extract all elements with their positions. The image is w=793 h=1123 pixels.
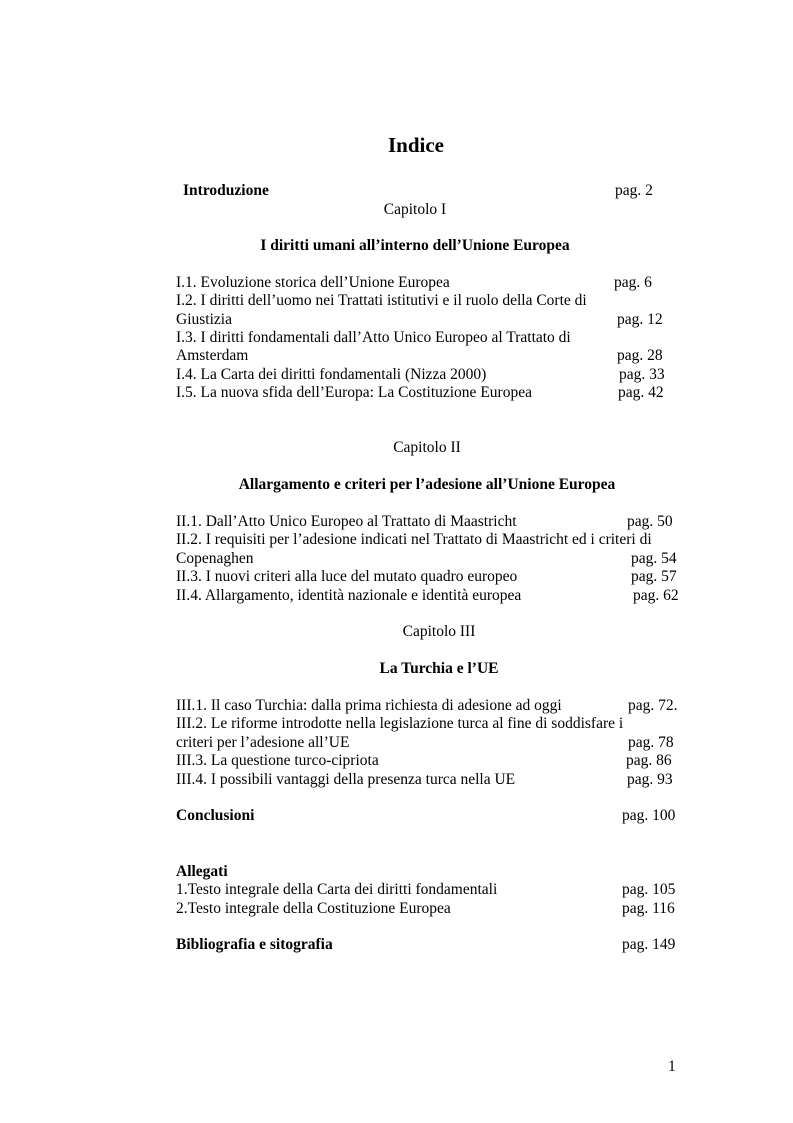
- toc-entry-page: pag. 54: [631, 550, 677, 567]
- page-number: 1: [668, 1058, 676, 1075]
- toc-entry-line: I.3. I diritti fondamentali dall’Atto Unico Europeo al Trattato di: [176, 329, 571, 346]
- bibliography-page: pag. 149: [622, 936, 676, 953]
- toc-entry-line: II.1. Dall’Atto Unico Europeo al Trattato di Maastricht: [176, 513, 517, 530]
- toc-entry-line: Amsterdam: [176, 347, 249, 364]
- toc-entry-line: I.1. Evoluzione storica dell’Unione Europea: [176, 274, 450, 291]
- chapter-title: Allargamento e criteri per l’adesione all’Unione Europea: [238, 476, 616, 493]
- toc-entry-line: Copenaghen: [176, 550, 254, 567]
- toc-entry-line: I.2. I diritti dell’uomo nei Trattati istitutivi e il ruolo della Corte di: [176, 292, 587, 309]
- chapter-heading: Capitolo III: [402, 623, 476, 640]
- chapter-heading: Capitolo I: [383, 201, 447, 218]
- toc-entry-page: pag. 62: [633, 587, 679, 604]
- toc-entry-line: II.4. Allargamento, identità nazionale e identità europea: [176, 587, 522, 604]
- intro-label: Introduzione: [183, 182, 269, 199]
- attachment-page: pag. 105: [622, 881, 676, 898]
- bibliography-label: Bibliografia e sitografia: [176, 936, 333, 953]
- attachments-heading: Allegati: [176, 863, 228, 880]
- page-title: Indice: [387, 133, 444, 157]
- toc-entry-page: pag. 50: [627, 513, 673, 530]
- toc-entry-line: Giustizia: [176, 311, 232, 328]
- toc-entry-line: III.4. I possibili vantaggi della presenza turca nella UE: [176, 771, 516, 788]
- toc-entry-page: pag. 57: [631, 568, 677, 585]
- toc-entry-page: pag. 93: [627, 771, 673, 788]
- toc-entry-line: II.2. I requisiti per l’adesione indicati nel Trattato di Maastricht ed i criteri di: [176, 531, 652, 548]
- toc-entry-line: criteri per l’adesione all’UE: [176, 734, 350, 751]
- chapter-title: La Turchia e l’UE: [379, 660, 499, 677]
- toc-entry-page: pag. 78: [628, 734, 674, 751]
- toc-entry-line: III.1. Il caso Turchia: dalla prima richiesta di adesione ad oggi: [176, 697, 562, 714]
- intro-page: pag. 2: [615, 182, 653, 199]
- toc-entry-page: pag. 33: [619, 366, 665, 383]
- toc-entry-page: pag. 72.: [628, 697, 678, 714]
- chapter-heading: Capitolo II: [393, 439, 461, 456]
- toc-entry-line: III.2. Le riforme introdotte nella legislazione turca al fine di soddisfare i: [176, 715, 624, 732]
- conclusions-label: Conclusioni: [176, 807, 255, 824]
- conclusions-page: pag. 100: [622, 807, 676, 824]
- toc-entry-page: pag. 6: [614, 274, 652, 291]
- toc-entry-line: III.3. La questione turco-cipriota: [176, 752, 379, 769]
- toc-entry-page: pag. 42: [618, 384, 664, 401]
- attachment-page: pag. 116: [622, 900, 675, 917]
- toc-entry-page: pag. 86: [626, 752, 672, 769]
- toc-entry-page: pag. 28: [617, 347, 663, 364]
- toc-entry-line: I.5. La nuova sfida dell’Europa: La Costituzione Europea: [176, 384, 532, 401]
- toc-entry-line: II.3. I nuovi criteri alla luce del mutato quadro europeo: [176, 568, 518, 585]
- attachment-entry: 1.Testo integrale della Carta dei diritti fondamentali: [176, 881, 498, 898]
- toc-entry-page: pag. 12: [617, 311, 663, 328]
- toc-entry-line: I.4. La Carta dei diritti fondamentali (Nizza 2000): [176, 366, 487, 383]
- chapter-title: I diritti umani all’interno dell’Unione Europea: [260, 237, 570, 254]
- attachment-entry: 2.Testo integrale della Costituzione Europea: [176, 900, 451, 917]
